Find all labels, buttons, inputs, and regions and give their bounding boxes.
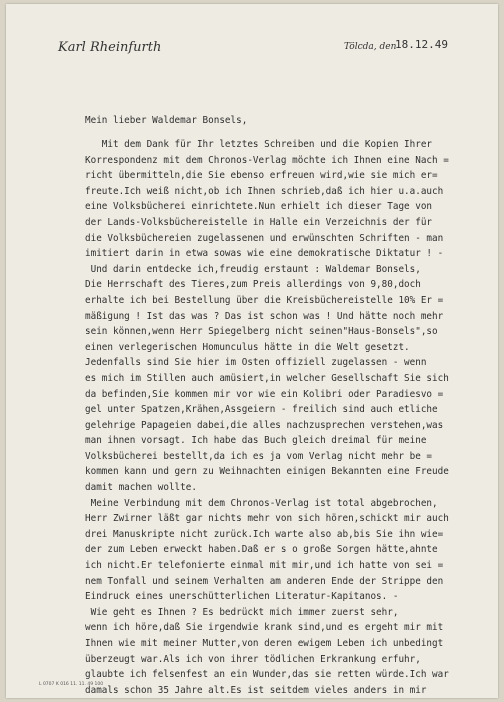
letter-line: glaubte ich felsenfest an ein Wunder,das sie retten würde.Ich war xyxy=(85,669,449,681)
letter-date: 18.12.49 xyxy=(395,38,448,51)
letter-line: Eindruck eines unerschütterlichen Literatur-Kapitanos. - xyxy=(85,591,399,603)
letter-line: eine Volksbücherei einrichtete.Nun erhielt ich dieser Tage von xyxy=(85,201,433,213)
letter-line: Und darin entdecke ich,freudig erstaunt : Waldemar Bonsels, xyxy=(85,263,421,275)
letter-line: Herr Zwirner läßt gar nichts mehr von sich hören,schickt mir auch xyxy=(85,513,449,525)
letter-line: damit machen wollte. xyxy=(85,482,197,494)
letter-line: Meine Verbindung mit dem Chronos-Verlag ist total abgebrochen, xyxy=(85,497,438,509)
letter-line: sein können,wenn Herr Spiegelberg nicht seinen"Haus-Bonsels",so xyxy=(85,326,438,338)
letter-line: es mich im Stillen auch amüsiert,in welcher Gesellschaft Sie sich xyxy=(85,372,449,384)
letter-line: drei Manuskripte nicht zurück.Ich warte also ab,bis Sie ihn wie= xyxy=(85,528,444,540)
letterhead-name: Karl Rheinfurth xyxy=(58,40,162,55)
letter-line: wenn ich höre,daß Sie irgendwie krank sind,und es ergeht mir mit xyxy=(85,622,444,634)
letter-line: freute.Ich weiß nicht,ob ich Ihnen schrieb,daß ich hier u.a.auch xyxy=(85,185,444,197)
letter-line: da befinden,Sie kommen mir vor wie ein Kolibri oder Paradiesvo = xyxy=(85,388,444,400)
letter-page xyxy=(6,4,498,698)
letter-line: imitiert darin in etwa sowas wie eine demokratische Diktatur ! - xyxy=(85,248,444,260)
letter-line: richt übermitteln,die Sie ebenso erfreuen wird,wie sie mich er= xyxy=(85,170,438,182)
letter-line: Korrespondenz mit dem Chronos-Verlag möchte ich Ihnen eine Nach = xyxy=(85,154,449,166)
letter-line: der Lands-Volksbüchereistelle in Halle ein Verzeichnis der für xyxy=(85,216,433,228)
letter-line: mäßigung ! Ist das was ? Das ist schon was ! Und hätte noch mehr xyxy=(85,310,444,322)
letter-line: Jedenfalls sind Sie hier im Osten offiziell zugelassen - wenn xyxy=(85,357,427,369)
letter-line: ich nicht.Er telefonierte einmal mit mir,und ich hatte von sei = xyxy=(85,560,444,572)
letter-line: Mit dem Dank für Ihr letztes Schreiben und die Kopien Ihrer xyxy=(85,139,433,150)
letter-line: die Volksbüchereien zugelassenen und erwünschten Schriften - man xyxy=(85,232,444,244)
letter-line: damals schon 35 Jahre alt.Es ist seitdem vieles anders in mir xyxy=(85,684,427,696)
letter-line: Volksbücherei bestellt,da ich es ja vom Verlag nicht mehr be = xyxy=(85,450,433,462)
letterhead-place: Tölcda, den xyxy=(344,42,397,52)
letter-line: gel unter Spatzen,Krähen,Assgeiern - freilich sind auch etliche xyxy=(85,404,438,416)
letter-line: Die Herrschaft des Tieres,zum Preis allerdings von 9,80,doch xyxy=(85,279,421,291)
letter-line: nem Tonfall und seinem Verhalten am anderen Ende der Strippe den xyxy=(85,575,444,587)
letter-line: einen verlegerischen Homunculus hätte in die Welt gesetzt. xyxy=(85,341,410,353)
letter-line: gelehrige Papageien dabei,die alles nachzusprechen verstehen,was xyxy=(85,419,444,431)
letter-line: man ihnen vorsagt. Ich habe das Buch gleich dreimal für meine xyxy=(85,435,427,447)
letter-line: erhalte ich bei Bestellung über die Kreisbüchereistelle 10% Er = xyxy=(85,294,444,306)
letter-line: Ihnen wie mit meiner Mutter,von deren ewigem Leben ich unbedingt xyxy=(85,638,444,649)
letter-body xyxy=(85,137,504,698)
letter-line: Wie geht es Ihnen ? Es bedrückt mich immer zuerst sehr, xyxy=(85,606,399,618)
print-code: L 0707 K 016 11. 11. 49 100 xyxy=(39,682,104,687)
salutation: Mein lieber Waldemar Bonsels, xyxy=(85,115,248,126)
letter-line: überzeugt war.Als ich von ihrer tödlichen Erkrankung erfuhr, xyxy=(85,653,421,665)
letter-line: der zum Leben erweckt haben.Daß er s o große Sorgen hätte,ahnte xyxy=(85,544,438,556)
letter-line: kommen kann und gern zu Weihnachten einigen Bekannten eine Freude xyxy=(85,466,449,478)
